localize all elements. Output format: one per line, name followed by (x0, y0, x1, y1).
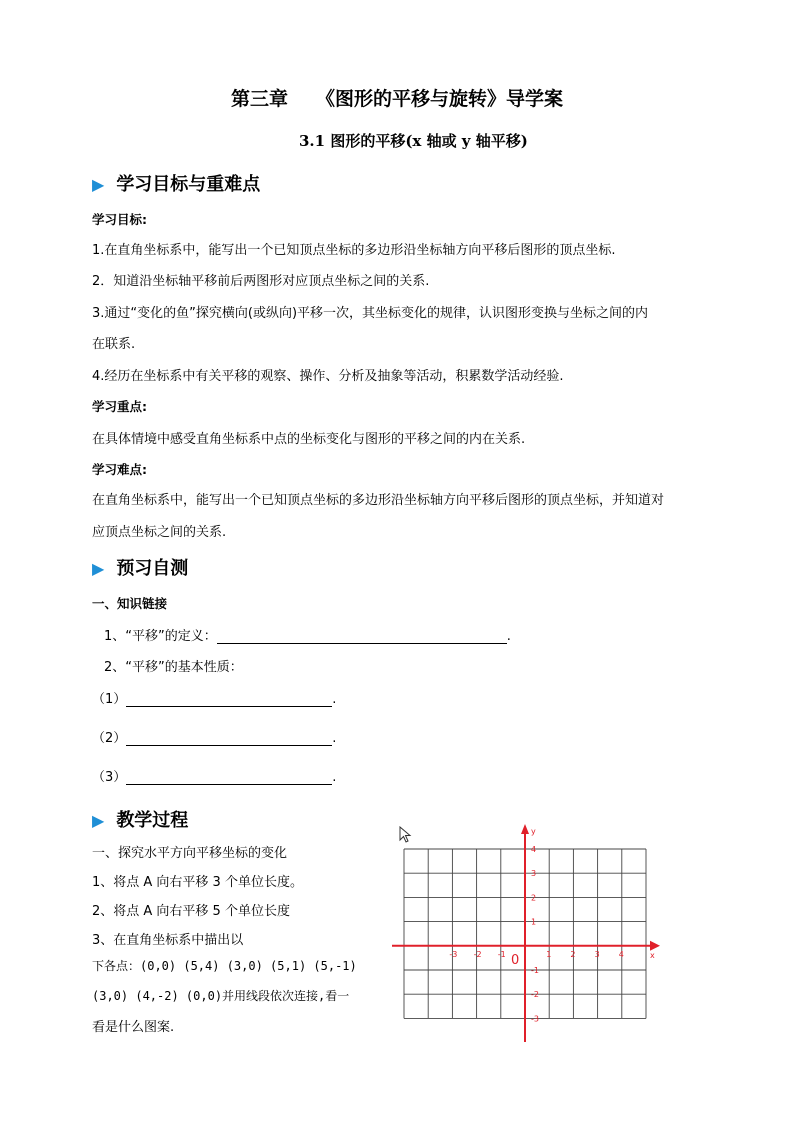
objective-line: 2．知道沿坐标轴平移前后两图形对应顶点坐标之间的关系. (92, 274, 430, 289)
y-tick-label: -3 (531, 1014, 539, 1024)
process-line: 下各点：(0,0) (5,4) (3,0) (5,1) (5,-1) (92, 959, 357, 973)
objective-line: 4.经历在坐标系中有关平移的观察、操作、分析及抽象等活动，积累数学活动经验. (92, 369, 564, 384)
property-item: （3） . (92, 770, 337, 785)
y-axis-label: y (531, 827, 536, 836)
process-line: 3、在直角坐标系中描出以 (92, 933, 244, 948)
period: . (506, 629, 511, 644)
triangle-bullet-icon: ▶ (92, 811, 105, 830)
key-label: 学习重点: (92, 399, 147, 414)
x-tick-label: -3 (449, 949, 458, 959)
triangle-bullet-icon: ▶ (92, 559, 105, 578)
question-properties: 2、“平移”的基本性质： (104, 660, 243, 675)
x-tick-label: 1 (546, 949, 552, 959)
section-goals (92, 170, 260, 196)
knowledge-link-label: 一、知识链接 (92, 596, 168, 611)
x-tick-label: 2 (570, 949, 576, 959)
y-tick-label: 2 (531, 893, 537, 903)
process-line: 一、探究水平方向平移坐标的变化 (92, 846, 288, 861)
y-axis-arrow (521, 824, 529, 834)
objective-line: 1.在直角坐标系中，能写出一个已知顶点坐标的多边形沿坐标轴方向平移后图形的顶点坐标. (92, 243, 616, 258)
axes (392, 824, 660, 1042)
coordinate-grid (392, 822, 662, 1048)
process-line: 2、将点 A 向右平移 5 个单位长度 (92, 904, 290, 919)
section-process (92, 806, 188, 832)
question-definition (104, 625, 511, 644)
section-goals-heading: 学习目标与重难点 (116, 174, 261, 195)
key-text: 在具体情境中感受直角坐标系中点的坐标变化与图形的平移之间的内在关系. (92, 432, 526, 447)
x-axis-arrow (650, 941, 660, 951)
x-tick-label: 4 (618, 949, 624, 959)
y-tick-label: 1 (531, 917, 537, 927)
section-preview-heading: 预习自测 (116, 558, 189, 579)
process-line: 看是什么图案. (92, 1020, 175, 1035)
y-tick-label: -2 (531, 990, 539, 1000)
process-line: 1、将点 A 向右平移 3 个单位长度。 (92, 875, 303, 890)
section-process-heading: 教学过程 (116, 810, 189, 831)
origin-label: 0 (511, 952, 520, 968)
y-tick-label: 4 (531, 845, 537, 854)
page-subtitle: 3.1 图形的平移(x 轴或 y 轴平移) (299, 132, 528, 150)
y-tick-label: 3 (531, 869, 537, 879)
blank-line[interactable] (217, 630, 507, 644)
blank-line[interactable] (126, 732, 332, 746)
section-preview (92, 554, 188, 580)
question-definition-text: 1、“平移”的定义： (104, 629, 217, 644)
objective-line: 3.通过“变化的鱼”探究横向(或纵向)平移一次，其坐标变化的规律，认识图形变换与坐标之间的内 (92, 306, 649, 321)
triangle-bullet-icon: ▶ (92, 175, 105, 194)
chapter-title: 《图形的平移与旋转》导学案 (316, 88, 564, 110)
property-item: （2） . (92, 731, 337, 746)
difficulty-line: 应顶点坐标之间的关系. (92, 525, 227, 540)
blank-line[interactable] (126, 693, 332, 707)
process-line: (3,0) (4,-2) (0,0)并用线段依次连接,看一 (92, 989, 350, 1003)
x-tick-label: 3 (594, 949, 600, 959)
y-tick-label: -1 (531, 966, 539, 975)
blank-line[interactable] (126, 771, 332, 785)
page-title (0, 84, 794, 111)
objectives-label: 学习目标: (92, 212, 147, 227)
objective-line: 在联系. (92, 337, 136, 352)
x-tick-label: -1 (497, 949, 506, 959)
x-axis-label: x (650, 950, 655, 960)
chapter-label: 第三章 (230, 88, 288, 110)
x-tick-label: -2 (473, 949, 482, 959)
property-item: （1） . (92, 692, 337, 707)
difficulty-label: 学习难点: (92, 462, 147, 477)
difficulty-line: 在直角坐标系中，能写出一个已知顶点坐标的多边形沿坐标轴方向平移后图形的顶点坐标，并知道对 (92, 493, 665, 508)
